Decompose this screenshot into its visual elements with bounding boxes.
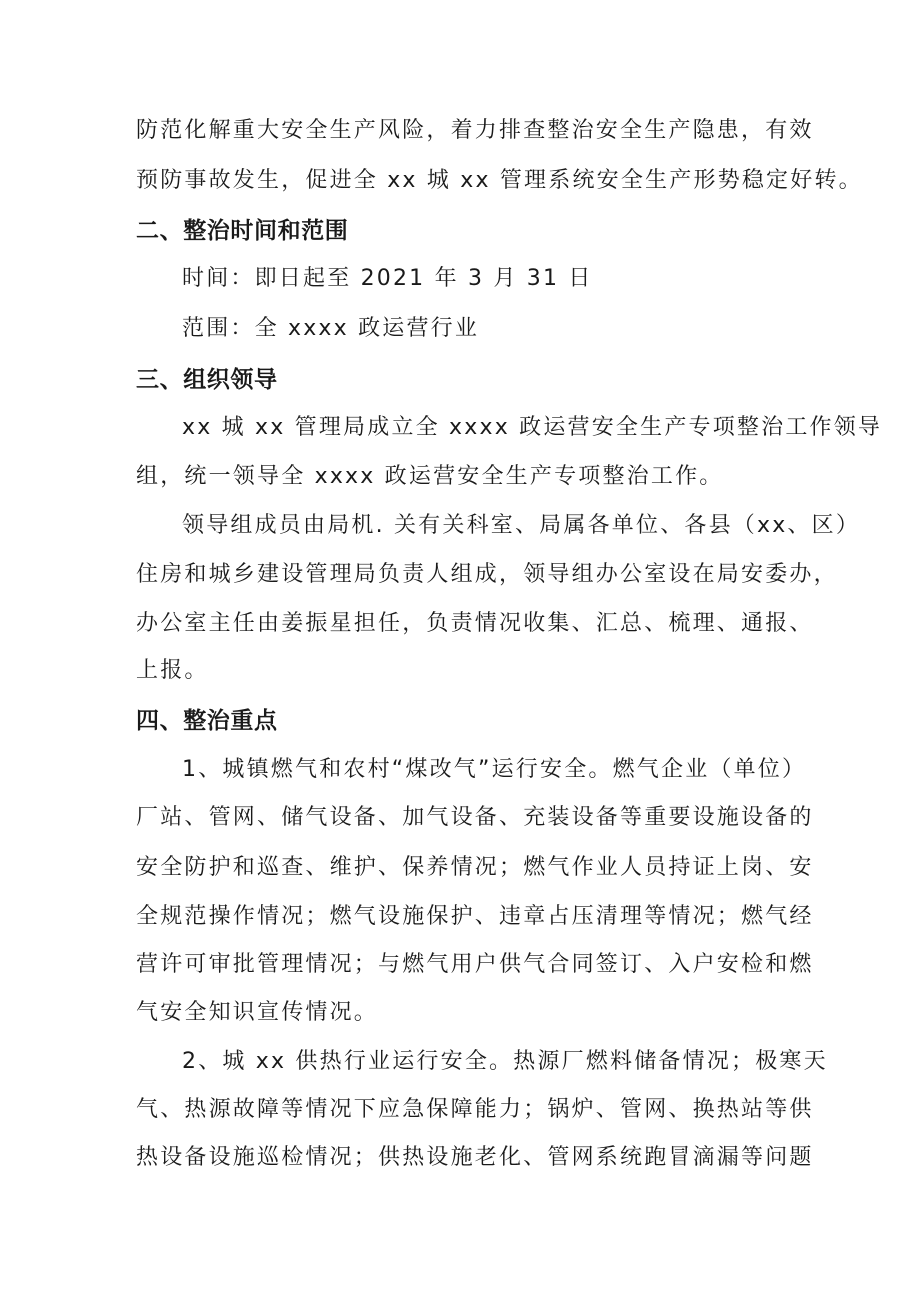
paragraph-line: 热设备设施巡检情况；供热设施老化、管网系统跑冒滴漏等问题 — [136, 1145, 814, 1170]
paragraph-line: 预防事故发生，促进全 xx 城 xx 管理系统安全生产形势稳定好转。 — [136, 168, 863, 193]
section-heading-2: 二、整治时间和范围 — [136, 218, 349, 244]
paragraph-line: 上报。 — [136, 658, 209, 683]
paragraph-line: 领导组成员由局机. 关有关科室、局属各单位、各县（xx、区） — [182, 513, 861, 538]
paragraph-line: 住房和城乡建设管理局负责人组成，领导组办公室设在局安委办， — [136, 562, 838, 587]
paragraph-line: 办公室主任由姜振星担任，负责情况收集、汇总、梳理、通报、 — [136, 611, 814, 636]
paragraph-line: 厂站、管网、储气设备、加气设备、充装设备等重要设施设备的 — [136, 805, 814, 830]
paragraph-line: xx 城 xx 管理局成立全 xxxx 政运营安全生产专项整治工作领导 — [182, 415, 883, 440]
paragraph-line: 组，统一领导全 xxxx 政运营安全生产专项整治工作。 — [136, 464, 724, 489]
section-heading-3: 三、组织领导 — [136, 367, 278, 393]
paragraph-line: 气安全知识宣传情况。 — [136, 1000, 379, 1025]
paragraph-line: 防范化解重大安全生产风险，着力排查整治安全生产隐患，有效 — [136, 118, 814, 143]
paragraph-line: 2、城 xx 供热行业运行安全。热源厂燃料储备情况；极寒天 — [182, 1049, 828, 1074]
paragraph-line: 气、热源故障等情况下应急保障能力；锅炉、管网、换热站等供 — [136, 1097, 814, 1122]
paragraph-line: 范围：全 xxxx 政运营行业 — [182, 316, 480, 341]
section-heading-4: 四、整治重点 — [136, 708, 278, 734]
paragraph-line: 安全防护和巡查、维护、保养情况；燃气作业人员持证上岗、安 — [136, 855, 814, 880]
paragraph-line: 全规范操作情况；燃气设施保护、违章占压清理等情况；燃气经 — [136, 904, 814, 929]
paragraph-line: 1、城镇燃气和农村“煤改气”运行安全。燃气企业（单位） — [182, 757, 807, 782]
paragraph-line: 营许可审批管理情况；与燃气用户供气合同签订、入户安检和燃 — [136, 952, 814, 977]
paragraph-line: 时间：即日起至 2021 年 3 月 31 日 — [182, 266, 593, 291]
